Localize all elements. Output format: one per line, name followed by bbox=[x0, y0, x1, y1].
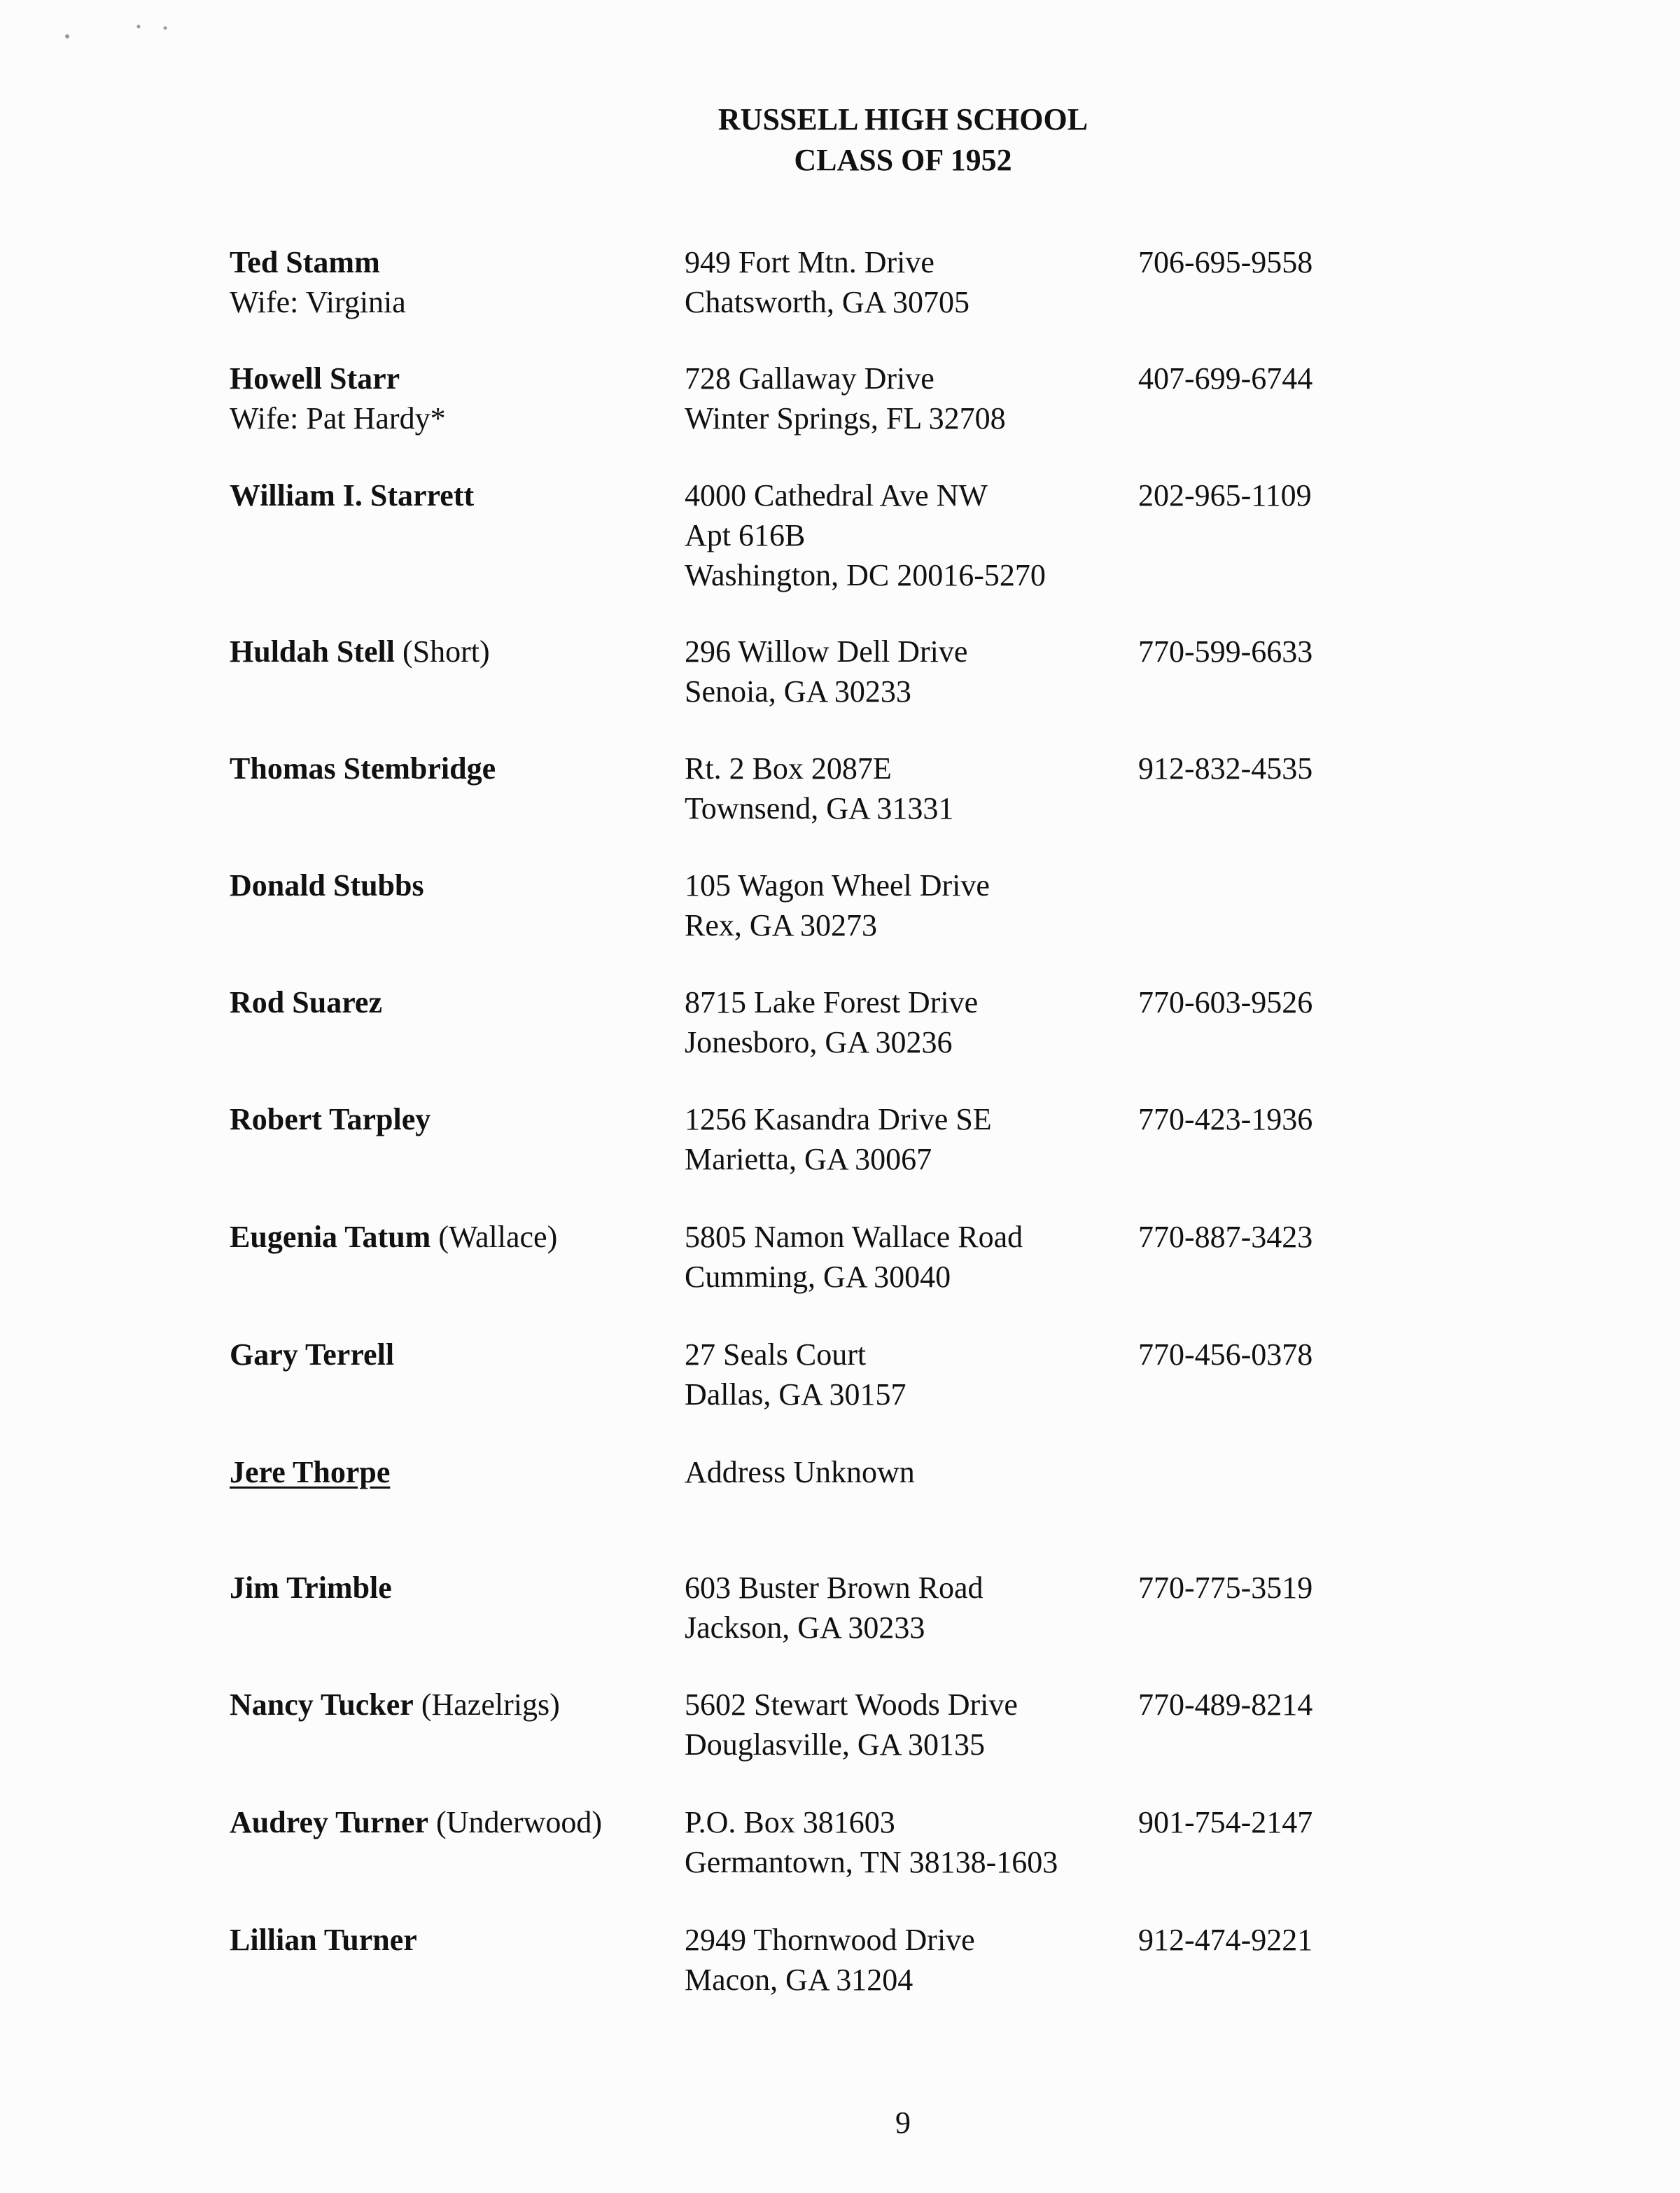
entry-phone: 912-474-9221 bbox=[1138, 1923, 1313, 1957]
address-line: Apt 616B bbox=[685, 518, 806, 552]
entry-phone: 770-423-1936 bbox=[1138, 1102, 1313, 1136]
entry-name: Jere Thorpe bbox=[230, 1455, 391, 1489]
title-class: CLASS OF 1952 bbox=[794, 143, 1012, 177]
entry-phone: 770-489-8214 bbox=[1138, 1687, 1313, 1722]
entry-address bbox=[685, 1335, 906, 1414]
entry-phone: 770-456-0378 bbox=[1138, 1337, 1313, 1372]
entry-address bbox=[685, 1217, 1023, 1297]
entry-phone: 901-754-2147 bbox=[1138, 1805, 1313, 1839]
entry-address bbox=[685, 632, 967, 711]
entry-address bbox=[685, 242, 969, 322]
entry-name: Donald Stubbs bbox=[230, 868, 424, 903]
address-line: 603 Buster Brown Road bbox=[685, 1571, 983, 1605]
address-line: Cumming, GA 30040 bbox=[685, 1260, 951, 1294]
address-line: 728 Gallaway Drive bbox=[685, 361, 934, 396]
entry-name-block bbox=[230, 1568, 392, 1608]
entry-name-block bbox=[230, 1685, 560, 1725]
address-line: Marietta, GA 30067 bbox=[685, 1142, 932, 1176]
entry-address bbox=[685, 749, 953, 828]
entry-name-block bbox=[230, 358, 446, 438]
entry-name: Nancy Tucker bbox=[230, 1687, 414, 1722]
entry-name-block bbox=[230, 1802, 602, 1842]
title-school: RUSSELL HIGH SCHOOL bbox=[718, 102, 1088, 137]
address-line: Jackson, GA 30233 bbox=[685, 1610, 925, 1645]
entry-name-block bbox=[230, 865, 424, 905]
entry-name-block bbox=[230, 632, 490, 671]
entry-name-block bbox=[230, 475, 474, 515]
entry-spouse: Wife: Pat Hardy* bbox=[230, 401, 446, 436]
address-line: 105 Wagon Wheel Drive bbox=[685, 868, 990, 903]
entry-name-block bbox=[230, 1335, 394, 1374]
address-line: Chatsworth, GA 30705 bbox=[685, 285, 969, 319]
entry-phone: 770-603-9526 bbox=[1138, 985, 1313, 1019]
entry-name: Jim Trimble bbox=[230, 1571, 392, 1605]
entry-address bbox=[685, 1452, 915, 1492]
entry-name: Thomas Stembridge bbox=[230, 751, 496, 786]
address-line: 2949 Thornwood Drive bbox=[685, 1923, 975, 1957]
address-line: Jonesboro, GA 30236 bbox=[685, 1025, 953, 1059]
address-line: 1256 Kasandra Drive SE bbox=[685, 1102, 992, 1136]
entry-maiden-name: (Hazelrigs) bbox=[421, 1687, 560, 1722]
entry-name-block bbox=[230, 1217, 557, 1257]
address-line: Address Unknown bbox=[685, 1455, 915, 1489]
entry-address bbox=[685, 1568, 983, 1648]
entry-address bbox=[685, 1685, 1018, 1764]
entry-name: Robert Tarpley bbox=[230, 1102, 431, 1136]
address-line: Washington, DC 20016-5270 bbox=[685, 558, 1046, 592]
address-line: Macon, GA 31204 bbox=[685, 1963, 913, 1997]
entry-name: Howell Starr bbox=[230, 361, 400, 396]
entry-phone: 912-832-4535 bbox=[1138, 751, 1313, 786]
entry-name: Lillian Turner bbox=[230, 1923, 417, 1957]
address-line: 8715 Lake Forest Drive bbox=[685, 985, 979, 1019]
entry-phone: 770-775-3519 bbox=[1138, 1571, 1313, 1605]
entry-address bbox=[685, 1920, 975, 2000]
address-line: 4000 Cathedral Ave NW bbox=[685, 478, 988, 513]
entry-address bbox=[685, 358, 1006, 438]
entry-name: Eugenia Tatum bbox=[230, 1220, 431, 1254]
entry-maiden-name: (Wallace) bbox=[438, 1220, 558, 1254]
entry-phone: 706-695-9558 bbox=[1138, 245, 1313, 279]
entry-name-block bbox=[230, 1920, 417, 1960]
entry-address bbox=[685, 865, 990, 945]
entry-phone: 770-887-3423 bbox=[1138, 1220, 1313, 1254]
entry-name: Huldah Stell bbox=[230, 634, 395, 669]
address-line: Germantown, TN 38138-1603 bbox=[685, 1845, 1058, 1879]
entry-address bbox=[685, 1802, 1058, 1882]
address-line: P.O. Box 381603 bbox=[685, 1805, 895, 1839]
entry-name: Ted Stamm bbox=[230, 245, 380, 279]
entry-name: William I. Starrett bbox=[230, 478, 475, 513]
entry-name-block bbox=[230, 1099, 430, 1139]
entry-phone: 202-965-1109 bbox=[1138, 478, 1312, 513]
address-line: Rex, GA 30273 bbox=[685, 908, 877, 942]
document-title bbox=[0, 99, 1680, 181]
entry-name-block bbox=[230, 982, 382, 1022]
scan-specks bbox=[0, 0, 1680, 84]
page-number: 9 bbox=[895, 2105, 911, 2140]
entry-address bbox=[685, 475, 1046, 595]
address-line: 27 Seals Court bbox=[685, 1337, 867, 1372]
entry-phone: 407-699-6744 bbox=[1138, 361, 1313, 396]
entry-name-block bbox=[230, 749, 496, 788]
address-line: Winter Springs, FL 32708 bbox=[685, 401, 1006, 436]
entry-maiden-name: (Short) bbox=[402, 634, 490, 669]
entry-spouse: Wife: Virginia bbox=[230, 285, 406, 319]
address-line: Townsend, GA 31331 bbox=[685, 791, 954, 826]
entry-phone: 770-599-6633 bbox=[1138, 634, 1313, 669]
entry-name: Audrey Turner bbox=[230, 1805, 429, 1839]
entry-name-block bbox=[230, 1452, 390, 1492]
entry-address bbox=[685, 1099, 992, 1179]
entry-name: Gary Terrell bbox=[230, 1337, 395, 1372]
entry-name: Rod Suarez bbox=[230, 985, 382, 1019]
entry-address bbox=[685, 982, 978, 1062]
address-line: Dallas, GA 30157 bbox=[685, 1377, 906, 1412]
address-line: 949 Fort Mtn. Drive bbox=[685, 245, 934, 279]
entry-name-block bbox=[230, 242, 406, 322]
address-line: 296 Willow Dell Drive bbox=[685, 634, 968, 669]
address-line: Rt. 2 Box 2087E bbox=[685, 751, 892, 786]
entry-maiden-name: (Underwood) bbox=[436, 1805, 603, 1839]
address-line: 5805 Namon Wallace Road bbox=[685, 1220, 1023, 1254]
address-line: Douglasville, GA 30135 bbox=[685, 1727, 985, 1762]
address-line: 5602 Stewart Woods Drive bbox=[685, 1687, 1018, 1722]
address-line: Senoia, GA 30233 bbox=[685, 674, 911, 709]
